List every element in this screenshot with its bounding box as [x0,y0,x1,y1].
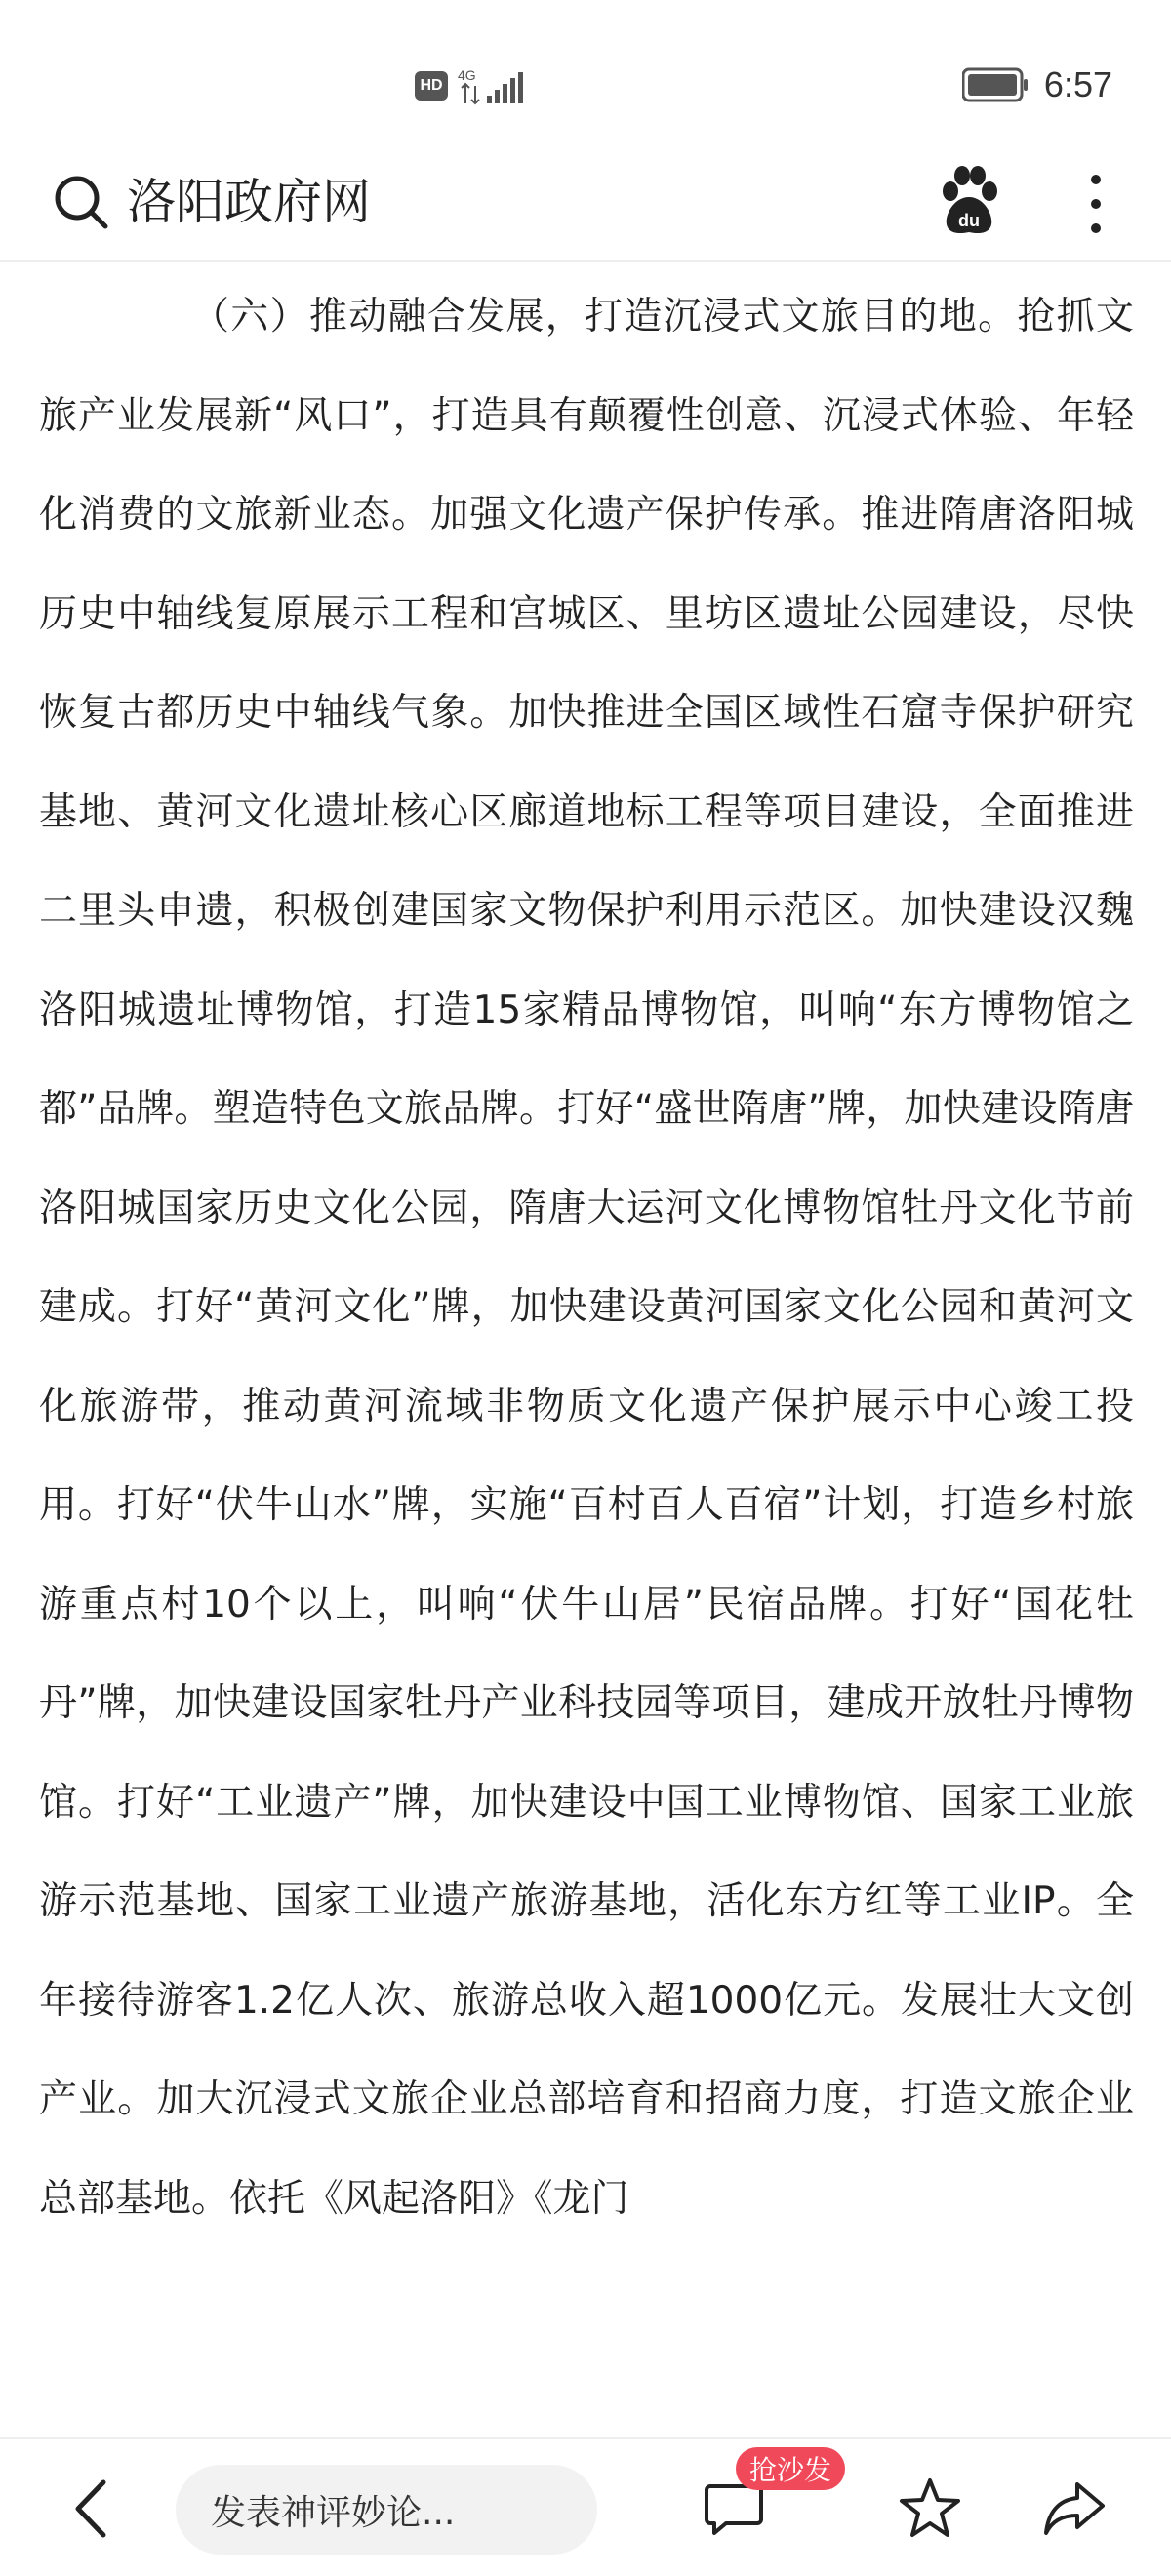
network-type: 4G [458,67,476,83]
page-title[interactable]: 洛阳政府网 [127,174,371,230]
clock: 6:57 [1043,64,1112,104]
sofa-badge[interactable]: 抢沙发 [736,2447,845,2490]
comment-input[interactable]: 发表神评妙论... [176,2465,597,2555]
status-bar [0,0,1171,146]
signal-icon [458,66,526,105]
svg-text:du: du [958,211,980,230]
signal-group [415,64,526,107]
article-paragraph: （六）推动融合发展，打造沉浸式文旅目的地。抢抓文旅产业发展新“风口”，打造具有颠覆性创意、沉浸式体验、年轻化消费的文旅新业态。加强文化遗产保护传承。推进隋唐洛阳城历史中轴线复原展示工程和宫城区、里坊区遗址公园建设，尽快恢复古都历史中轴线气象。加快推进全国区域性石窟寺保护研究基地、黄河文化遗址核心区廊道地标工程等项目建设，全面推进二里头申遗，积极创建国家文物保护利用示范区。加快建设汉魏洛阳城遗址博物馆，打造15家精品博物馆，叫响“东方博物馆之都”品牌。塑造特色文旅品牌。打好“盛世隋唐”牌，加快建设隋唐洛阳城国家历史文化公园，隋唐大运河文化博物馆牡丹文化节前建成。打好“黄河文化”牌，加快建设黄河国家文化公园和黄河文化旅游带，推动黄河流域非物质文化遗产保护展示中心竣工投用。打好“伏牛山水”牌，实施“百村百人百宿”计划，打造乡村旅游重点村10个以上，叫响“伏牛山居”民宿品牌。打好“国花牡丹”牌，加快建设国家牡丹产业科技园等项目，建成开放牡丹博物馆。打好“工业遗产”牌，加快建设中国工业博物馆、国家工业旅游示范基地、国家工业遗产旅游基地，活化东方红等工业IP。全年接待游客1.2亿人次、旅游总收入超1000亿元。发展壮大文创产业。加大沉浸式文旅企业总部培育和招商力度，打造文旅企业总部基地。依托《风起洛阳》《龙门 [39,295,1134,2221]
search-icon[interactable] [51,172,111,232]
star-icon[interactable] [898,2476,962,2541]
article-content [39,262,1134,2437]
search-header [0,146,1171,262]
battery-icon [962,67,1029,102]
share-icon[interactable] [1042,2478,1107,2539]
more-vertical-icon[interactable] [1071,170,1120,238]
hd-badge: HD [415,71,448,101]
bottom-toolbar [0,2437,1171,2576]
baidu-paw-icon[interactable] [935,166,1003,238]
back-icon[interactable] [64,2475,119,2543]
status-right [962,60,1112,109]
